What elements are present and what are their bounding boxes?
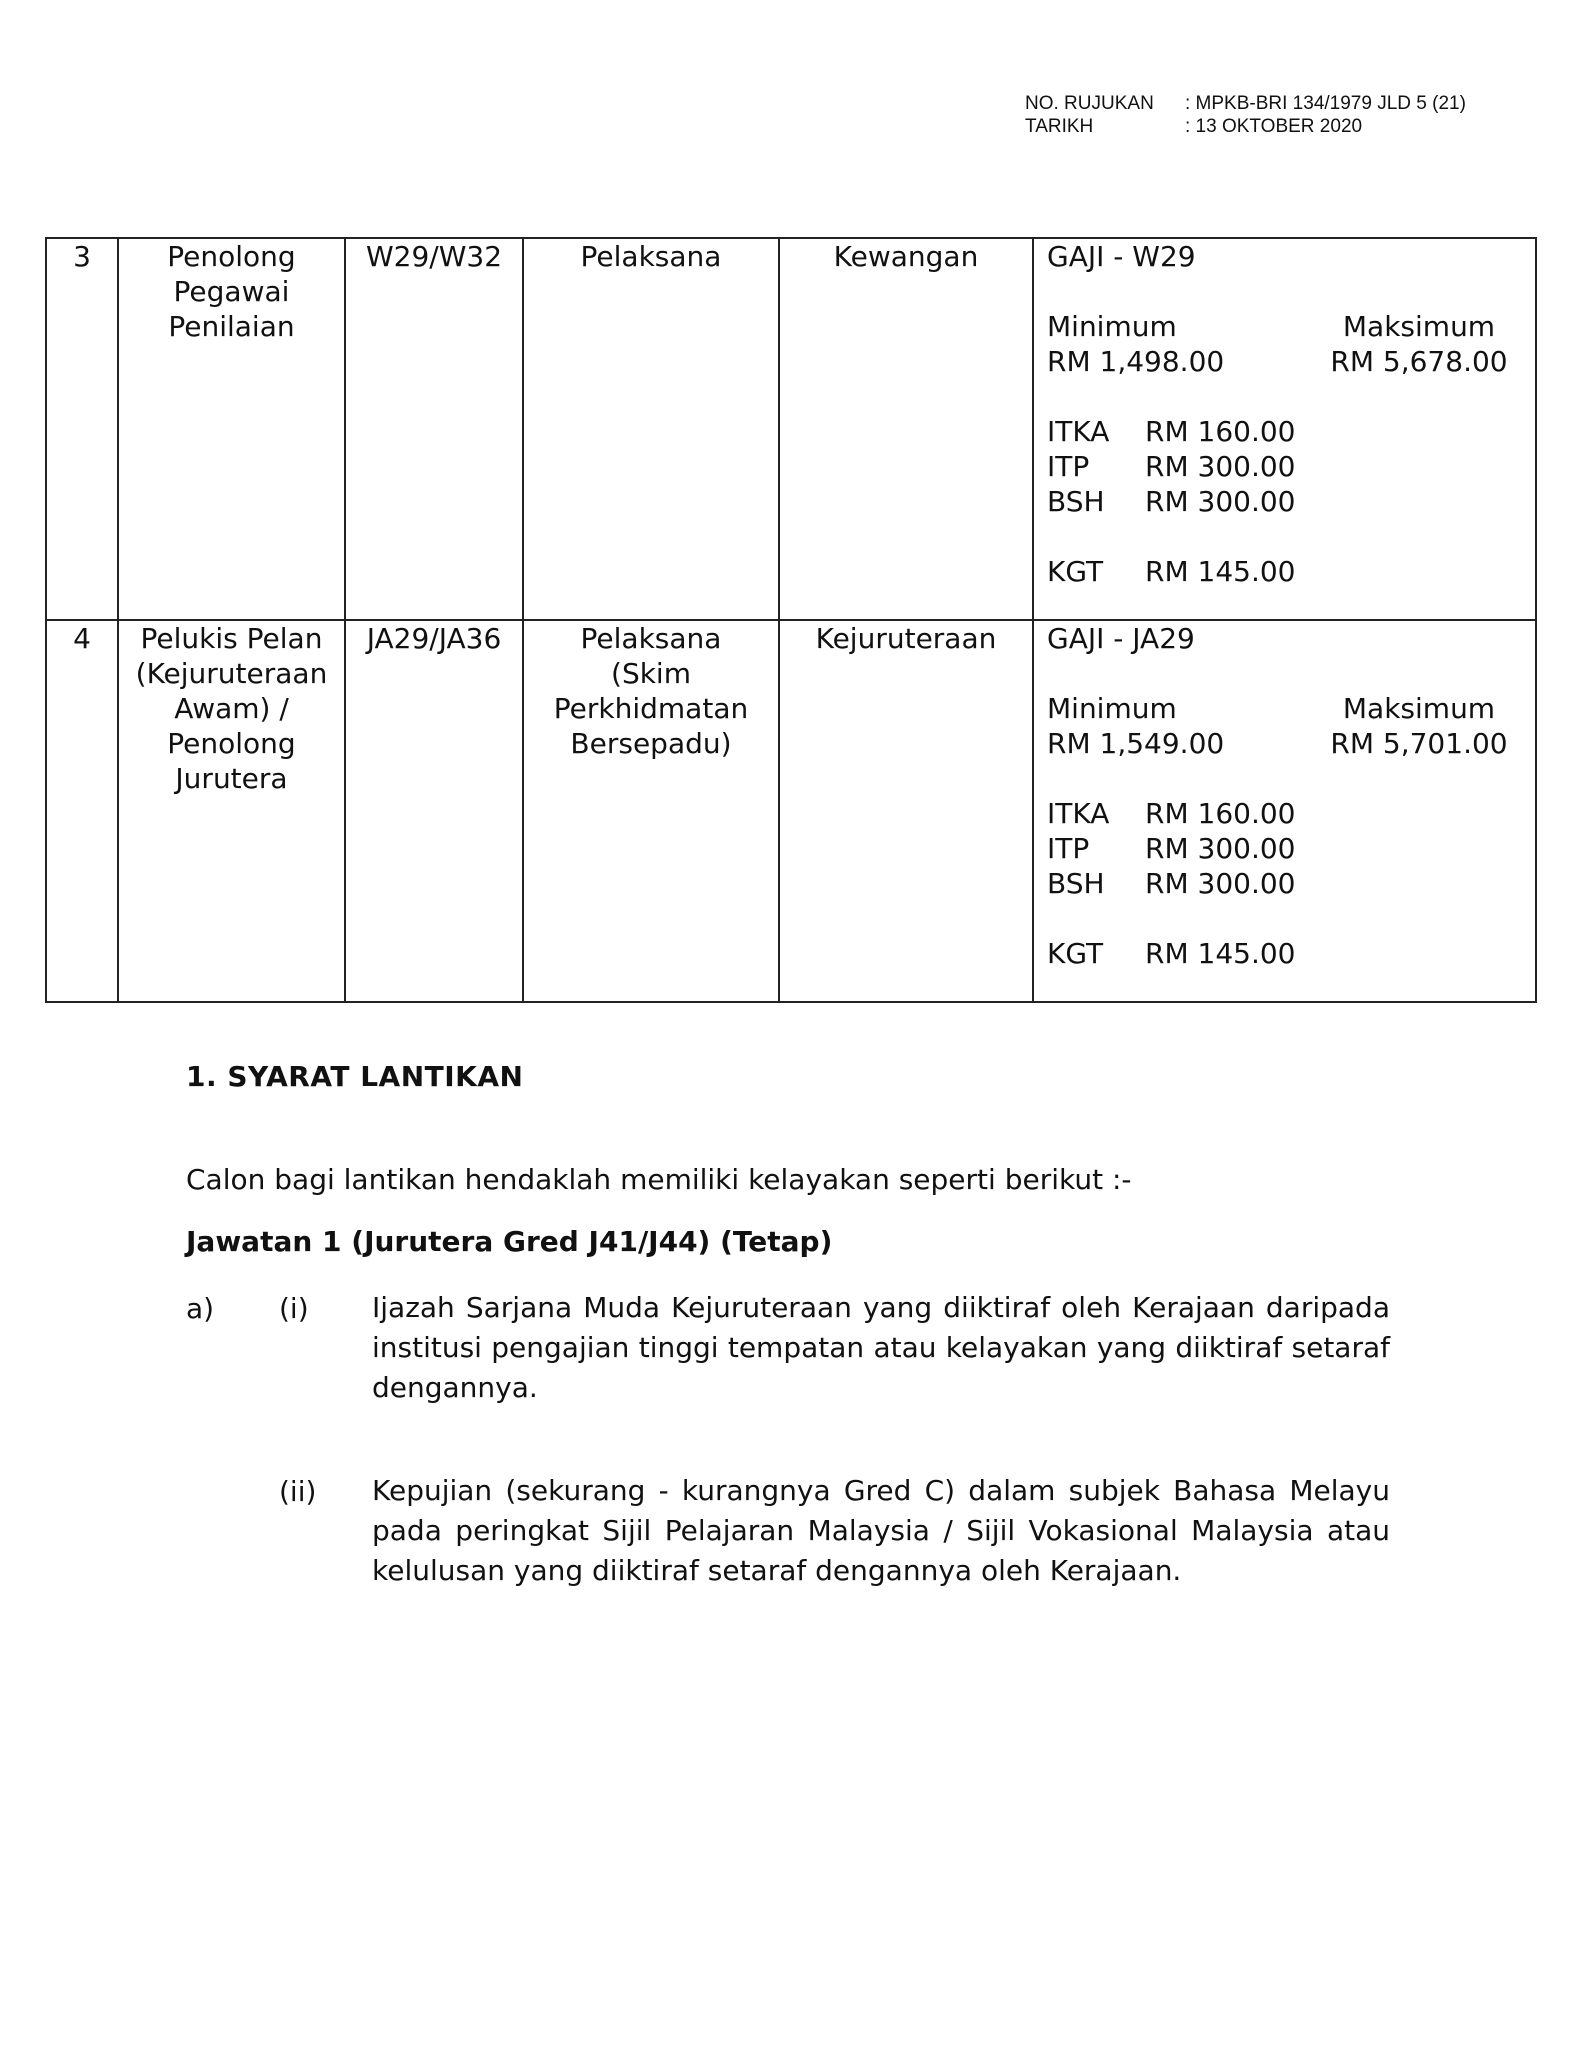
date-row (1025, 115, 1466, 138)
allowance-kgt (1047, 936, 1527, 971)
row-number: 4 (46, 620, 118, 1002)
allowance-value: RM 300.00 (1145, 485, 1296, 518)
service-level-line: Pelaksana (580, 622, 722, 655)
allowance-label: BSH (1047, 867, 1105, 900)
allowance-label: ITKA (1047, 415, 1110, 448)
position-name-line: Pelukis Pelan (140, 622, 323, 655)
requirement-text: Ijazah Sarjana Muda Kejuruteraan yang diiktiraf oleh Kerajaan daripada institusi pengajian tinggi tempatan atau kelayakan yang diiktiraf setaraf dengannya. (372, 1291, 1390, 1404)
allowance-value: RM 145.00 (1145, 555, 1296, 588)
allowance-itp (1047, 449, 1527, 484)
department: Kejuruteraan (779, 620, 1033, 1002)
item-letter: a) (186, 1292, 215, 1325)
pay-title: GAJI - JA29 (1047, 622, 1195, 655)
position-name-line: (Kejuruteraan (135, 657, 328, 690)
max-label: Maksimum (1342, 692, 1496, 725)
grade: W29/W32 (345, 238, 523, 620)
section-title: 1. SYARAT LANTIKAN (186, 1060, 524, 1093)
max-value: RM 5,701.00 (1330, 727, 1508, 760)
allowance-bsh (1047, 484, 1527, 519)
position-name-line: Penolong (167, 240, 296, 273)
allowance-label: ITP (1047, 832, 1090, 865)
min-value: RM 1,549.00 (1047, 727, 1225, 760)
service-level (523, 238, 779, 620)
min-label: Minimum (1047, 692, 1177, 725)
allowance-value: RM 300.00 (1145, 867, 1296, 900)
allowance-itka (1047, 414, 1527, 449)
requirement-text: Kepujian (sekurang - kurangnya Gred C) dalam subjek Bahasa Melayu pada peringkat Sijil Pelajaran Malaysia / Sijil Vokasional Malaysia atau kelulusan yang diiktiraf setaraf dengannya oleh Kerajaan. (372, 1474, 1390, 1587)
pay-title: GAJI - W29 (1047, 240, 1196, 273)
position-name-line: Jurutera (175, 762, 288, 795)
allowance-itp (1047, 831, 1527, 866)
allowance-itka (1047, 796, 1527, 831)
position-name-line: Awam) / (174, 692, 289, 725)
allowance-label: ITKA (1047, 797, 1110, 830)
position-name (118, 238, 345, 620)
allowance-bsh (1047, 866, 1527, 901)
allowance-value: RM 145.00 (1145, 937, 1296, 970)
allowance-label: KGT (1047, 937, 1104, 970)
row-number: 3 (46, 238, 118, 620)
section-intro: Calon bagi lantikan hendaklah memiliki kelayakan seperti berikut :- (186, 1163, 1132, 1196)
ref-number-value: : MPKB-BRI 134/1979 JLD 5 (21) (1185, 93, 1466, 114)
position-name (118, 620, 345, 1002)
service-level-line: Pelaksana (580, 240, 722, 273)
allowance-value: RM 300.00 (1145, 832, 1296, 865)
date-label: TARIKH (1025, 116, 1094, 137)
grade: JA29/JA36 (345, 620, 523, 1002)
max-label: Maksimum (1342, 310, 1496, 343)
min-label: Minimum (1047, 310, 1177, 343)
allowance-value: RM 300.00 (1145, 450, 1296, 483)
table-row (46, 620, 1536, 1002)
ref-number-row (1025, 92, 1466, 115)
position-name-line: Pegawai (173, 275, 290, 308)
max-value: RM 5,678.00 (1330, 345, 1508, 378)
service-level-line: Bersepadu) (570, 727, 732, 760)
service-level-line: Perkhidmatan (553, 692, 749, 725)
allowance-kgt (1047, 554, 1527, 589)
position-name-line: Penolong (167, 727, 296, 760)
service-level-line: (Skim (611, 657, 691, 690)
ref-number-label: NO. RUJUKAN (1025, 93, 1154, 114)
salary-details (1033, 238, 1536, 620)
min-value: RM 1,498.00 (1047, 345, 1225, 378)
reference-header (1025, 92, 1466, 138)
allowance-label: BSH (1047, 485, 1105, 518)
service-level (523, 620, 779, 1002)
date-value: : 13 OKTOBER 2020 (1185, 116, 1363, 137)
table-row (46, 238, 1536, 620)
item-numeral: (ii) (279, 1475, 317, 1508)
post-title: Jawatan 1 (Jurutera Gred J41/J44) (Tetap) (186, 1225, 833, 1258)
position-name-line: Penilaian (168, 310, 295, 343)
allowance-value: RM 160.00 (1145, 797, 1296, 830)
department: Kewangan (779, 238, 1033, 620)
allowance-label: KGT (1047, 555, 1104, 588)
vacancy-table (45, 237, 1537, 1003)
salary-details (1033, 620, 1536, 1002)
item-numeral: (i) (279, 1292, 309, 1325)
allowance-value: RM 160.00 (1145, 415, 1296, 448)
allowance-label: ITP (1047, 450, 1090, 483)
